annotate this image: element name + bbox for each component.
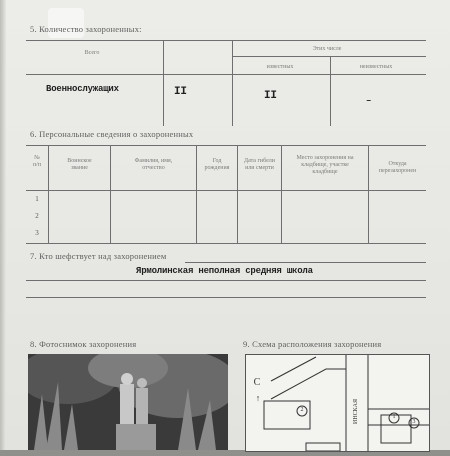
known-value: II bbox=[264, 90, 277, 102]
header-burial-place: Место захоронения на кладбище, участке кладбище bbox=[296, 155, 354, 175]
map-marker-label: 1 bbox=[392, 414, 396, 420]
field-underline bbox=[185, 262, 426, 263]
col-of-them-header: Этих числе bbox=[312, 46, 342, 52]
section6-title: 6. Персональные сведения о захороненных bbox=[30, 129, 194, 139]
map-marker-label: 3 bbox=[412, 419, 416, 425]
unknown-value: – bbox=[366, 96, 372, 106]
patron-organization: Ярмолинская неполная средняя школа bbox=[136, 266, 313, 276]
col-total-header: Всего bbox=[84, 50, 100, 56]
row-number: 1 bbox=[35, 195, 39, 203]
header-death-date: Дата гибели или смерти bbox=[244, 158, 275, 171]
table5-header-bottom bbox=[26, 74, 426, 75]
header-reburied-from: Откуда перезахоронен bbox=[378, 161, 417, 174]
row-label-servicemen: Военнослужащих bbox=[46, 84, 119, 94]
table5-divider bbox=[232, 40, 233, 126]
burial-photo bbox=[28, 354, 228, 450]
section7-title: 7. Кто шефствует над захоронением bbox=[30, 251, 167, 261]
col-unknown-header: неизвестных bbox=[359, 64, 393, 70]
north-arrow-icon: ↑ bbox=[255, 393, 261, 403]
street-name-label: ИНСКАЯ bbox=[353, 399, 359, 425]
north-label: С bbox=[253, 377, 261, 388]
col-known-header: известных bbox=[266, 64, 294, 70]
header-number: № п/п bbox=[32, 155, 42, 168]
header-birth-year: Год рождения bbox=[204, 158, 230, 171]
field-underline bbox=[26, 280, 426, 281]
location-map bbox=[245, 354, 430, 452]
table5-divider bbox=[330, 56, 331, 126]
table6-top-border bbox=[26, 145, 426, 146]
map-marker-label: 2 bbox=[300, 407, 304, 413]
table6-header-bottom bbox=[26, 190, 426, 191]
header-full-name: Фамилия, имя, отчество bbox=[134, 158, 173, 171]
row-number: 3 bbox=[35, 229, 39, 237]
table5-top-border bbox=[26, 40, 426, 41]
header-rank: Воинское звание bbox=[67, 158, 92, 171]
section5-title: 5. Количество захороненных: bbox=[30, 24, 142, 34]
section8-title: 8. Фотоснимок захоронения bbox=[30, 339, 137, 349]
table5-divider bbox=[163, 40, 164, 126]
total-value: II bbox=[174, 86, 187, 98]
table6-divider bbox=[368, 145, 369, 243]
table5-subheader-line bbox=[232, 56, 426, 57]
section9-title: 9. Схема расположения захоронения bbox=[243, 339, 382, 349]
table6-bottom-border bbox=[26, 243, 426, 244]
row-number: 2 bbox=[35, 212, 39, 220]
page-fold-edge bbox=[0, 0, 6, 450]
field-underline bbox=[26, 297, 426, 298]
